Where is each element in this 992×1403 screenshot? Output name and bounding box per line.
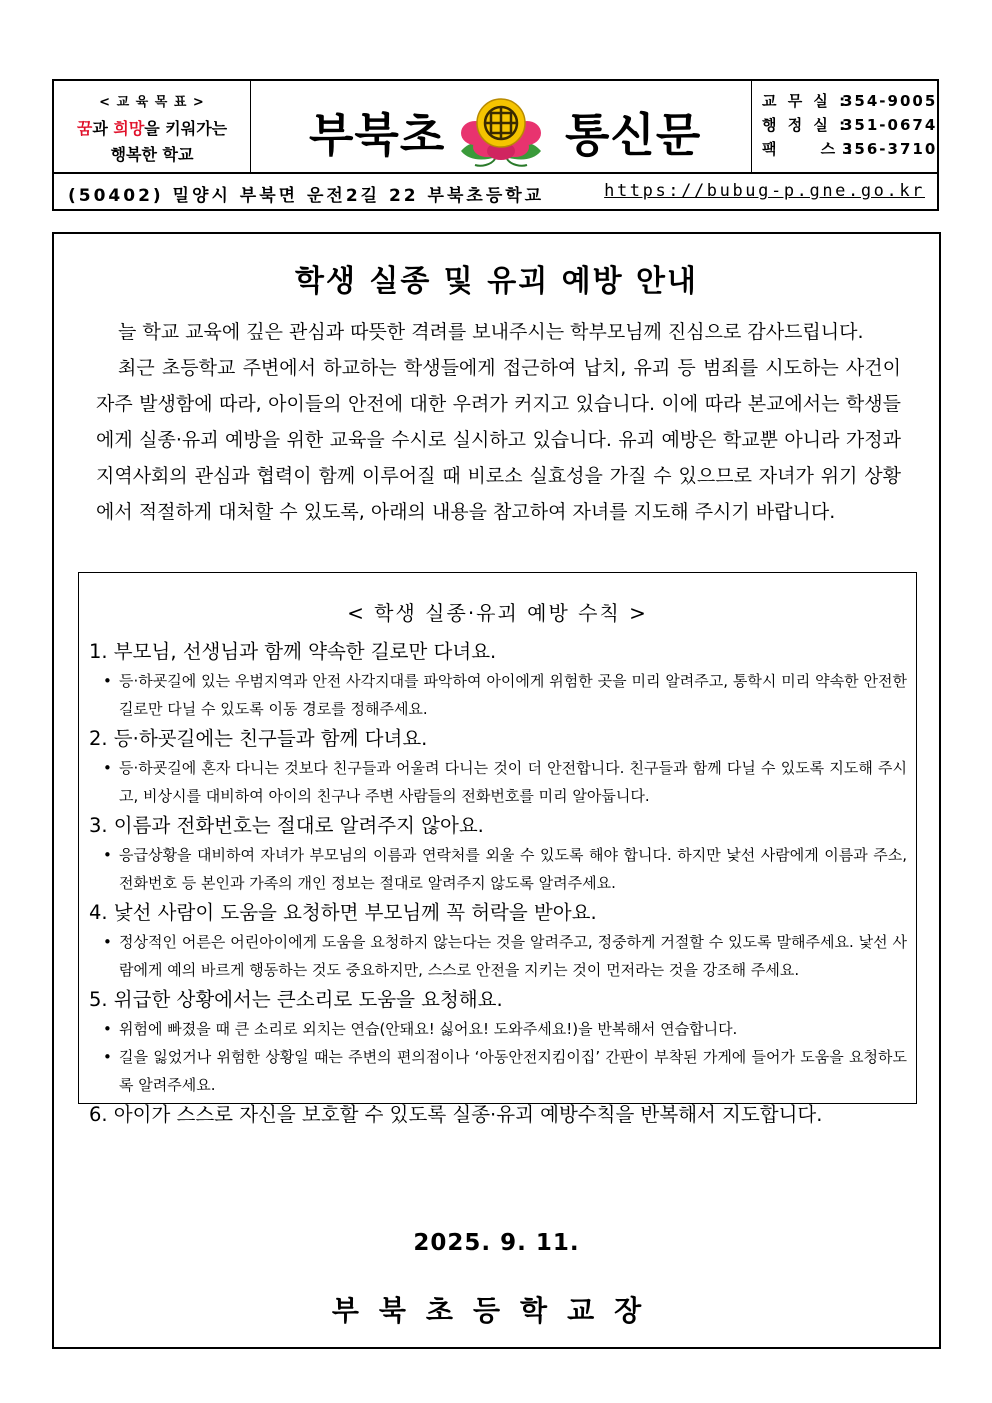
school-name: 부북초: [309, 108, 446, 162]
principal-signature: 부북초등학교장: [331, 1294, 662, 1327]
header-top-row: [54, 81, 937, 174]
education-goal-box: [54, 81, 251, 172]
contact-label: 팩 스 :: [762, 140, 856, 158]
bullet-mark: •: [103, 846, 112, 864]
education-goal-title: < 교 육 목 표 >: [99, 95, 205, 110]
intro-text: [96, 314, 901, 530]
rule-heading: 6. 아이가 스스로 자신을 보호할 수 있도록 실종·유괴 예방수칙을 반복해서 지도합니다.: [89, 1103, 823, 1126]
rule-bullet-text: 응급상황을 대비하여 자녀가 부모님의 이름과 연락처를 외울 수 있도록 해야 합니다. 하지만 낯선 사람에게 이름과 주소, 전화번호 등 본인과 가족의 개인 정보는 절대로 알려주지 않도록 알려주세요.: [119, 846, 907, 892]
contact-label: 행 정 실 :: [762, 116, 849, 134]
rule-bullet: [89, 841, 907, 897]
notice-body: [52, 232, 941, 1349]
school-emblem-icon: [451, 89, 551, 169]
rule-bullet-text: 정상적인 어른은 어린아이에게 도움을 요청하지 않는다는 것을 알려주고, 정중하게 거절할 수 있도록 말해주세요. 낯선 사람에게 예의 바르게 행동하는 것도 중요하지만, 스스로 안전을 지키는 것이 먼저라는 것을 강조해 주세요.: [119, 933, 907, 979]
intro-paragraph: 최근 초등학교 주변에서 하교하는 학생들에게 접근하여 납치, 유괴 등 범죄를 시도하는 사건이 자주 발생함에 따라, 아이들의 안전에 대한 우려가 커지고 있습니다. 이에 따라 본교에서는 학생들에게 실종·유괴 예방을 위한 교육을 수시로 실시하고 있습니다. 유괴 예방은 학교뿐 아니라 가정과 지역사회의 관심과 협력이 함께 이루어질 때 비로소 실효성을 가질 수 있으므로 자녀가 위기 상황에서 적절하게 대처할 수 있도록, 아래의 내용을 참고하여 자녀를 지도해 주시기 바랍니다.: [96, 357, 901, 523]
rule-item: [89, 723, 907, 810]
rule-bullet-text: 등·하굣길에 있는 우범지역과 안전 사각지대를 파악하여 아이에게 위험한 곳을 미리 알려주고, 통학시 미리 약속한 안전한 길로만 다닐 수 있도록 이동 경로를 정해주세요.: [119, 672, 907, 718]
rule-item: [89, 810, 907, 897]
bullet-mark: •: [103, 1020, 112, 1038]
rule-item: [89, 897, 907, 984]
header-address-row: [54, 174, 937, 211]
rule-item: [89, 636, 907, 723]
intro-paragraph: 늘 학교 교육에 깊은 관심과 따뜻한 격려를 보내주시는 학부모님께 진심으로 감사드립니다.: [118, 321, 864, 343]
contact-label: 교 무 실 :: [762, 92, 849, 110]
bullet-mark: •: [103, 672, 112, 690]
prevention-rules-box: [78, 572, 917, 1126]
newsletter-header: [52, 79, 939, 211]
newsletter-label: 통신문: [565, 108, 702, 162]
education-goal-line2: 행복한 학교: [110, 145, 194, 164]
rule-bullet-text: 길을 잃었거나 위험한 상황일 때는 주변의 편의점이나 ‘아동안전지킴이집’ 간판이 부착된 가게에 들어가 도움을 요청하도록 알려주세요.: [119, 1048, 907, 1094]
rule-bullet: [89, 667, 907, 723]
rule-bullet: [89, 1015, 907, 1043]
page-title: 학생 실종 및 유괴 예방 안내: [294, 264, 698, 299]
rule-bullet-text: 등·하굣길에 혼자 다니는 것보다 친구들과 어울려 다니는 것이 더 안전합니다. 친구들과 함께 다닐 수 있도록 지도해 주시고, 비상시를 대비하여 아이의 친구나 주변 사람들의 전화번호를 미리 알아둡니다.: [119, 759, 907, 805]
rule-heading: 2. 등·하굣길에는 친구들과 함께 다녀요.: [89, 727, 428, 750]
homepage-link[interactable]: https://bubug-p.gne.go.kr: [604, 181, 925, 201]
bullet-mark: •: [103, 1048, 112, 1066]
rule-heading: 5. 위급한 상황에서는 큰소리로 도움을 요청해요.: [89, 988, 503, 1011]
bullet-mark: •: [103, 759, 112, 777]
goal-connector-2: 을 키워가는: [144, 119, 228, 138]
bullet-mark: •: [103, 933, 112, 951]
rule-item: [89, 1099, 907, 1130]
issue-date: 2025. 9. 11.: [413, 1230, 580, 1256]
school-address: (50402) 밀양시 부북면 운전2길 22 부북초등학교: [68, 186, 545, 206]
rule-bullet: [89, 754, 907, 810]
goal-connector-1: 과: [92, 119, 114, 138]
rules-title: < 학생 실종·유괴 예방 수칙 >: [347, 601, 648, 625]
rules-list: [89, 636, 907, 1130]
rule-bullet: [89, 928, 907, 984]
goal-word-hope: 희망: [113, 119, 145, 138]
rule-heading: 1. 부모님, 선생님과 함께 약속한 길로만 다녀요.: [89, 640, 497, 663]
contact-value: 356-3710: [842, 140, 938, 158]
rule-bullet-text: 위험에 빠졌을 때 큰 소리로 외치는 연습(안돼요! 싫어요! 도와주세요!)을 반복해서 연습합니다.: [119, 1020, 738, 1038]
contact-box: [751, 81, 939, 172]
rule-item: [89, 984, 907, 1099]
education-goal-line1: [54, 116, 250, 139]
goal-word-dream: 꿈: [76, 119, 93, 138]
contact-value: 351-0674: [842, 116, 938, 134]
rule-heading: 3. 이름과 전화번호는 절대로 알려주지 않아요.: [89, 814, 484, 837]
masthead: [251, 81, 751, 172]
rule-heading: 4. 낯선 사람이 도움을 요청하면 부모님께 꼭 허락을 받아요.: [89, 901, 597, 924]
contact-value: 354-9005: [842, 92, 938, 110]
contact-row-academic: [762, 89, 939, 113]
contact-row-fax: [762, 137, 939, 161]
rule-bullet: [89, 1043, 907, 1099]
contact-row-admin: [762, 113, 939, 137]
